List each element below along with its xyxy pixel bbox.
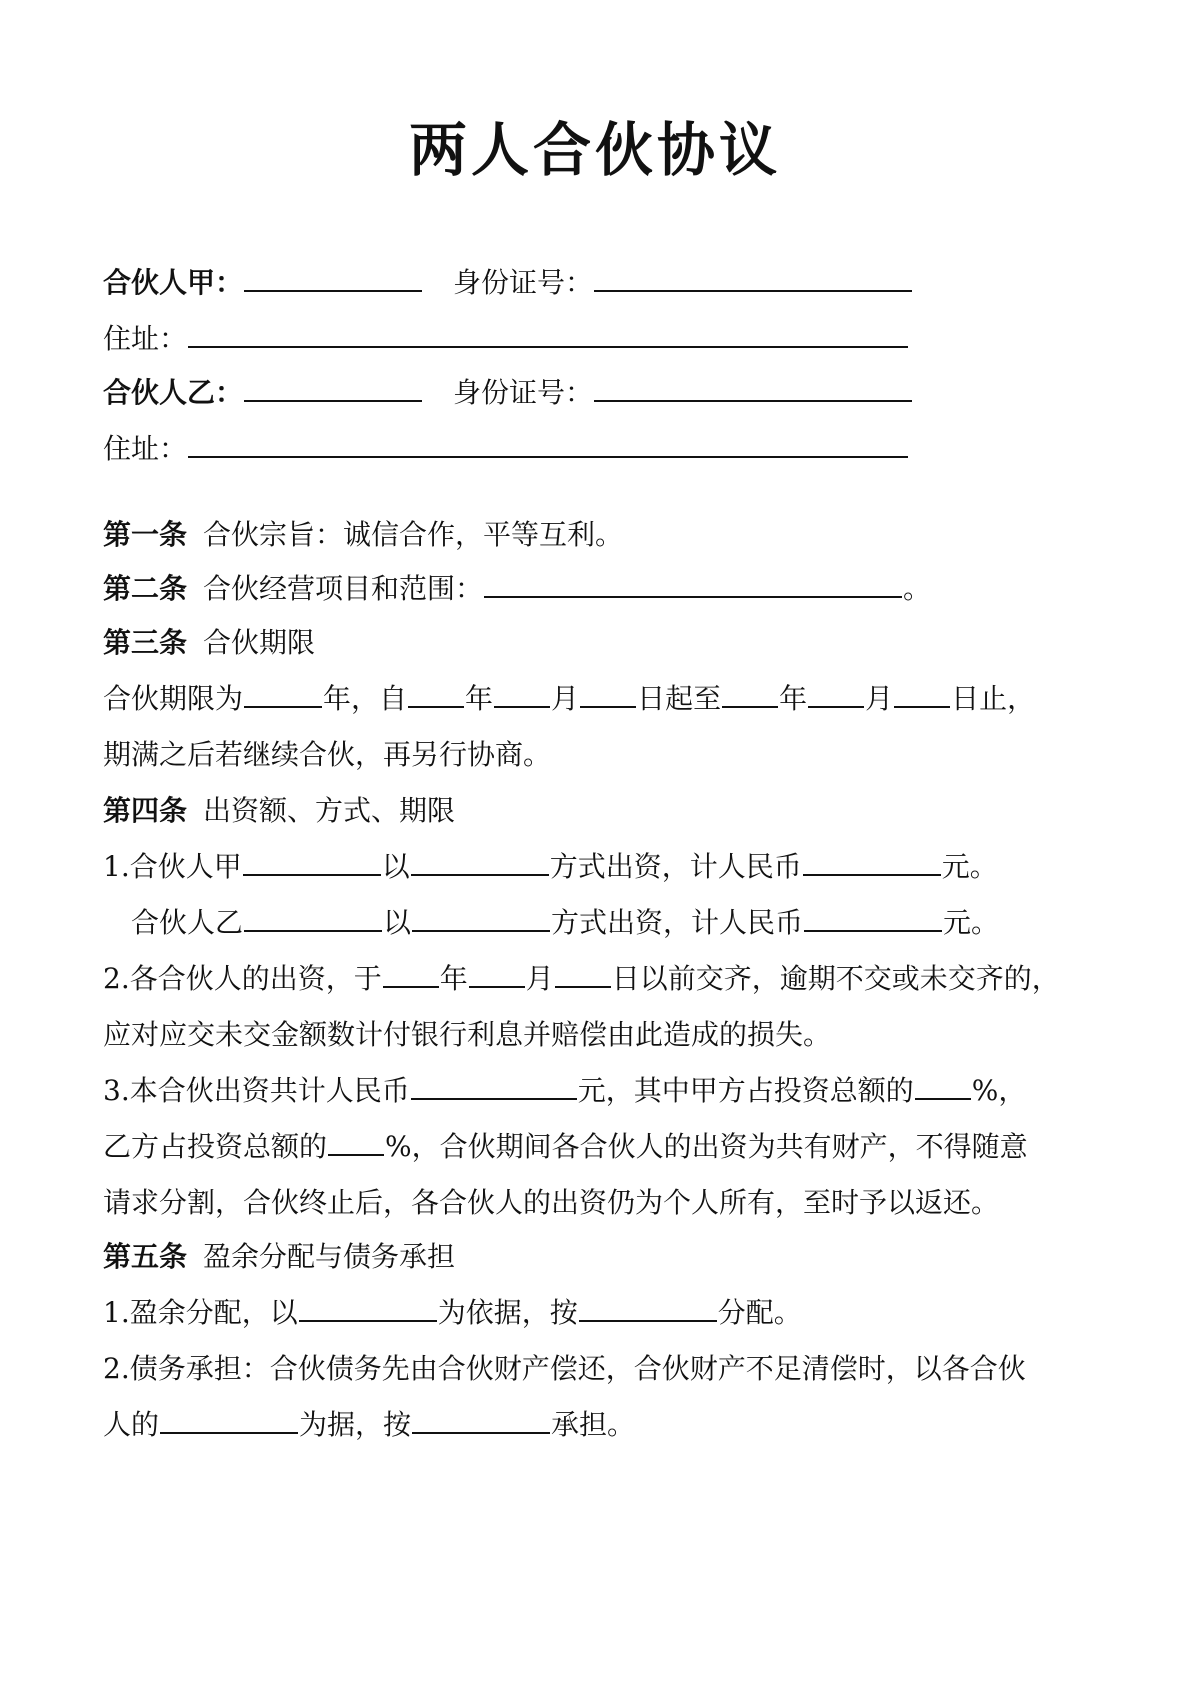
article-5 (103, 1228, 455, 1286)
clause-text: 元。 (941, 850, 998, 883)
article-3-term-line (103, 670, 1035, 728)
article-4-item-2b (103, 1006, 831, 1064)
partner-b-id-label: 身份证号： (453, 376, 594, 409)
clause-text: 承担。 (551, 1408, 636, 1441)
deadline-year-blank[interactable] (383, 964, 439, 988)
clause-text: 为依据，按 (437, 1296, 578, 1329)
term-text: 年 (779, 682, 808, 715)
article-3-continuation (103, 726, 551, 784)
total-capital-blank[interactable] (411, 1076, 577, 1100)
clause-text: 分配。 (717, 1296, 802, 1329)
profit-ratio-blank[interactable] (579, 1298, 717, 1322)
article-1-text: 合伙宗旨：诚信合作，平等互利。 (203, 518, 624, 551)
clause-text: 月 (525, 962, 554, 995)
partner-b-address-blank[interactable] (188, 434, 908, 458)
article-1-label: 第一条 (103, 518, 188, 551)
partner-b-label: 合伙人乙： (103, 376, 244, 409)
clause-text: 应对应交未交金额数计付银行利息并赔偿由此造成的损失。 (103, 1018, 832, 1051)
clause-text: 2.各合伙人的出资，于 (103, 962, 382, 995)
article-5-item-2a (103, 1340, 1026, 1398)
clause-text: 元。 (943, 906, 1000, 939)
partner-a-name-blank[interactable] (244, 268, 422, 292)
clause-text: 合伙人乙 (131, 906, 244, 939)
term-years-blank[interactable] (244, 684, 322, 708)
partner-a-label: 合伙人甲： (103, 266, 244, 299)
term-text: 年，自 (323, 682, 408, 715)
partner-b-address-row (103, 420, 909, 478)
partner-b-contribution-blank[interactable] (244, 908, 382, 932)
clause-text: 以 (381, 850, 410, 883)
document-title: 两人合伙协议 (408, 116, 781, 184)
article-4-item-3a (103, 1062, 1026, 1120)
start-year-blank[interactable] (408, 684, 464, 708)
article-2 (103, 560, 931, 618)
partner-a-amount-blank[interactable] (803, 852, 941, 876)
article-2-label: 第二条 (103, 572, 188, 605)
article-4-item-1b (131, 894, 999, 952)
article-4-item-3c (103, 1174, 999, 1232)
partner-a-row (103, 254, 913, 312)
article-4-item-3b (103, 1118, 1028, 1176)
article-4-item-2a (103, 950, 1060, 1008)
start-month-blank[interactable] (494, 684, 550, 708)
article-4 (103, 782, 455, 840)
article-4-item-1a (103, 838, 998, 896)
article-4-text: 出资额、方式、期限 (203, 794, 456, 827)
clause-text: 以 (383, 906, 412, 939)
deadline-month-blank[interactable] (469, 964, 525, 988)
article-4-label: 第四条 (103, 794, 188, 827)
partner-b-amount-blank[interactable] (804, 908, 942, 932)
article-3-label: 第三条 (103, 626, 188, 659)
clause-text: 为据，按 (299, 1408, 412, 1441)
clause-text: 请求分割，合伙终止后，各合伙人的出资仍为个人所有，至时予以返还。 (103, 1186, 1000, 1219)
deadline-day-blank[interactable] (555, 964, 611, 988)
partner-b-name-blank[interactable] (244, 378, 422, 402)
term-text: 日止， (951, 682, 1036, 715)
clause-text: 元，其中甲方占投资总额的 (577, 1074, 914, 1107)
partner-b-address-label: 住址： (103, 432, 188, 465)
partner-a-id-label: 身份证号： (453, 266, 594, 299)
article-2-end: 。 (903, 572, 932, 605)
article-2-text: 合伙经营项目和范围： (203, 572, 484, 605)
clause-text: 日以前交齐，逾期不交或未交齐的， (611, 962, 1060, 995)
debt-basis-blank[interactable] (160, 1410, 298, 1434)
partner-b-row (103, 364, 913, 422)
profit-basis-blank[interactable] (299, 1298, 437, 1322)
clause-text: 1.盈余分配，以 (103, 1296, 298, 1329)
article-5-label: 第五条 (103, 1240, 188, 1273)
article-5-item-2b (103, 1396, 635, 1454)
clause-text: 方式出资，计人民币 (549, 850, 802, 883)
clause-text: 人的 (103, 1408, 160, 1441)
clause-text: %，合伙期间各合伙人的出资为共有财产，不得随意 (385, 1130, 1028, 1163)
partner-b-share-blank[interactable] (328, 1132, 384, 1156)
partner-b-method-blank[interactable] (412, 908, 550, 932)
start-day-blank[interactable] (580, 684, 636, 708)
article-5-text: 盈余分配与债务承担 (203, 1240, 456, 1273)
clause-text: 1.合伙人甲 (103, 850, 242, 883)
clause-text: 2.债务承担：合伙债务先由合伙财产偿还，合伙财产不足清偿时，以各合伙 (103, 1352, 1026, 1385)
clause-text: 年 (439, 962, 468, 995)
partner-a-address-label: 住址： (103, 322, 188, 355)
end-day-blank[interactable] (894, 684, 950, 708)
article-1 (103, 506, 623, 564)
partner-a-address-row (103, 310, 909, 368)
partner-a-contribution-blank[interactable] (243, 852, 381, 876)
partner-a-method-blank[interactable] (411, 852, 549, 876)
article-3-para: 期满之后若继续合伙，再另行协商。 (103, 738, 552, 771)
clause-text: %， (971, 1074, 1027, 1107)
partner-a-address-blank[interactable] (188, 324, 908, 348)
partner-b-id-blank[interactable] (594, 378, 912, 402)
debt-ratio-blank[interactable] (412, 1410, 550, 1434)
partner-a-id-blank[interactable] (594, 268, 912, 292)
end-month-blank[interactable] (808, 684, 864, 708)
end-year-blank[interactable] (722, 684, 778, 708)
term-text: 合伙期限为 (103, 682, 244, 715)
term-text: 日起至 (637, 682, 722, 715)
clause-text: 乙方占投资总额的 (103, 1130, 328, 1163)
term-text: 月 (865, 682, 894, 715)
article-3-text: 合伙期限 (203, 626, 316, 659)
clause-text: 方式出资，计人民币 (551, 906, 804, 939)
partner-a-share-blank[interactable] (915, 1076, 971, 1100)
article-5-item-1 (103, 1284, 802, 1342)
term-text: 年 (465, 682, 494, 715)
article-3 (103, 614, 315, 672)
term-text: 月 (551, 682, 580, 715)
business-scope-blank[interactable] (484, 574, 902, 598)
clause-text: 3.本合伙出资共计人民币 (103, 1074, 410, 1107)
